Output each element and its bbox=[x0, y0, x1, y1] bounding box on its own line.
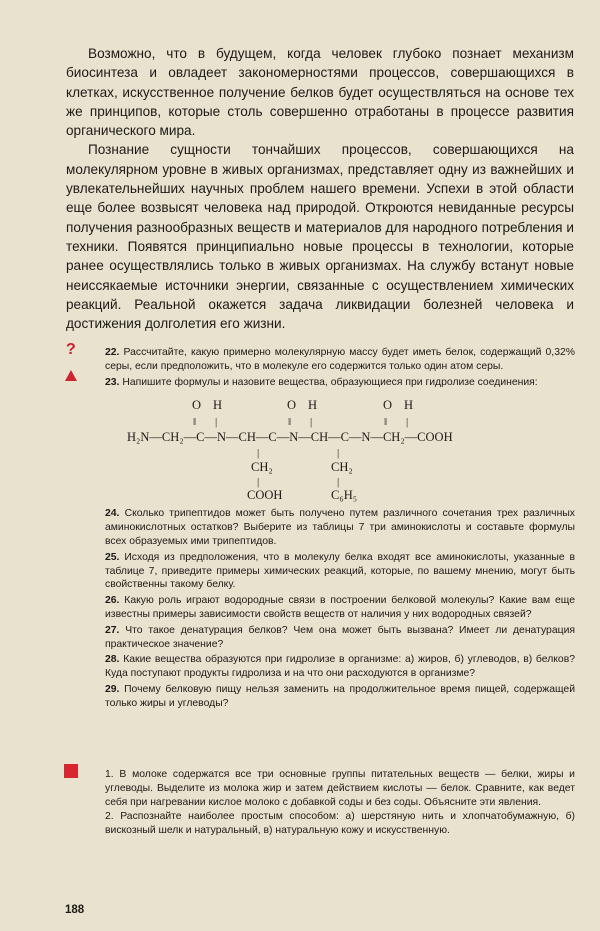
task-list bbox=[105, 346, 575, 713]
double-bond: ‖ bbox=[193, 416, 197, 429]
atom-h: H bbox=[308, 398, 318, 413]
task-number: 25. bbox=[105, 551, 120, 563]
side-chain-ch2: CH₂ bbox=[331, 460, 353, 475]
experiment-marker-icon bbox=[64, 764, 78, 778]
question-mark-icon: ? bbox=[66, 341, 76, 358]
task-item bbox=[105, 653, 575, 681]
task-item bbox=[105, 683, 575, 711]
task-text: Почему белковую пищу нельзя заменить на продолжительное время пищей, содержащей только жиры и углеводы? bbox=[105, 683, 576, 709]
single-bond: | bbox=[310, 416, 313, 429]
page-number: 188 bbox=[65, 904, 85, 916]
side-chain-cooh: COOH bbox=[247, 488, 283, 503]
main-chain: H₂N—CH₂—C—N—CH—C—N—CH—C—N—CH₂—COOH bbox=[127, 430, 453, 445]
atom-o: O bbox=[192, 398, 202, 413]
task-text: Что такое денатурация белков? Чем она может быть вызвана? Имеет ли денатурация практическое значение? bbox=[105, 624, 575, 650]
task-text: Какую роль играют водородные связи в построении белковой молекулы? Какие вам еще известны примеры зависимости свойств веществ от наличия у них водородных связей? bbox=[105, 595, 575, 620]
task-item bbox=[105, 507, 575, 548]
single-bond: | bbox=[257, 447, 260, 460]
atom-h: H bbox=[213, 398, 223, 413]
paragraph: Возможно, что в будущем, когда человек глубоко познает механизм биосинтеза и овладеет закономерностями процессов, совершающихся в клетках, искусственное получение белков будет осуществляться на основе тех же принципов, которые столь совершенно отработаны в процессе развития органического мира. bbox=[66, 46, 574, 139]
task-item bbox=[105, 624, 575, 652]
task-item bbox=[105, 376, 575, 390]
paragraph: Познание сущности тончайших процессов, совершающихся на молекулярном уровне в живых организмах, представляет одну из важнейших и увлекательнейших научных проблем нашего времени. Успехи в этой области еще более возвысят человека над природой. Откроются невиданные ресурсы получения разнообразных веществ и материалов для народного потребления и техники. Появятся принципиально новые процессы в технологии, которые ранее осуществлялись только в живых организмах. На службу встанут новые неиссякаемые источники энергии, связанные с осуществлением химических реакций. Реальной окажется задача ликвидации болезней человека и достижения долголетия его жизни. bbox=[66, 142, 574, 332]
task-number: 27. bbox=[105, 624, 120, 636]
atom-h: H bbox=[404, 398, 414, 413]
atom-o: O bbox=[287, 398, 297, 413]
experiment-item: 1. В молоке содержатся все три основные группы питательных веществ — белки, жиры и углеводы. Выделите из молока жир и затем действием кислоты — белок. Сравните, как ведет себя при нагревании кислое молоко с добавкой соды и без соды. Объясните эти явления. bbox=[105, 769, 575, 808]
task-number: 23. bbox=[105, 376, 120, 388]
double-bond: ‖ bbox=[384, 416, 388, 429]
task-number: 22. bbox=[105, 347, 120, 358]
task-number: 29. bbox=[105, 683, 120, 695]
task-text: Сколько трипептидов может быть получено путем различного сочетания трех различных аминокислотных остатков? Выберите из таблицы 7 три аминокислоты и составьте формулы всех образуемых ими трипептидов. bbox=[105, 508, 575, 547]
task-item bbox=[105, 594, 575, 622]
experiment-item: 2. Распознайте наиболее простым способом: а) шерстяную нить и хлопчатобумажную, б) вискозный шелк и натуральный, в) натуральную кожу и искусственную. bbox=[105, 811, 575, 837]
task-number: 24. bbox=[105, 508, 120, 520]
task-text: Напишите формулы и назовите вещества, образующиеся при гидролизе соединения: bbox=[122, 376, 538, 388]
single-bond: | bbox=[337, 476, 340, 489]
double-bond: ‖ bbox=[288, 416, 292, 429]
atom-o: O bbox=[383, 398, 393, 413]
task-number: 26. bbox=[105, 595, 120, 607]
task-item bbox=[105, 346, 575, 374]
experiment-list bbox=[105, 768, 575, 839]
single-bond: | bbox=[215, 416, 218, 429]
task-text: Исходя из предположения, что в молекулу белка входят все аминокислоты, указанные в таблице 7, приведите примеры химических реакций, которые, по вашему мнению, могут быть свойственны такому белку. bbox=[105, 551, 575, 591]
main-text bbox=[66, 44, 574, 333]
single-bond: | bbox=[337, 447, 340, 460]
triangle-marker-icon bbox=[65, 370, 77, 381]
side-chain-phenyl: C₆H₅ bbox=[331, 488, 358, 503]
task-text: Рассчитайте, какую примерно молекулярную массу будет иметь белок, содержащий 0,32% серы, если предположить, что в молекуле его содержится только один атом серы. bbox=[105, 347, 575, 372]
single-bond: | bbox=[406, 416, 409, 429]
single-bond: | bbox=[257, 476, 260, 489]
task-item bbox=[105, 551, 575, 592]
side-chain-ch2: CH₂ bbox=[251, 460, 273, 475]
peptide-formula bbox=[105, 391, 575, 507]
task-number: 28. bbox=[105, 654, 120, 666]
task-text: Какие вещества образуются при гидролизе в организме: а) жиров, б) углеводов, в) белков? Куда поступают продукты гидролиза и на что они расходуются в организме? bbox=[105, 654, 576, 680]
